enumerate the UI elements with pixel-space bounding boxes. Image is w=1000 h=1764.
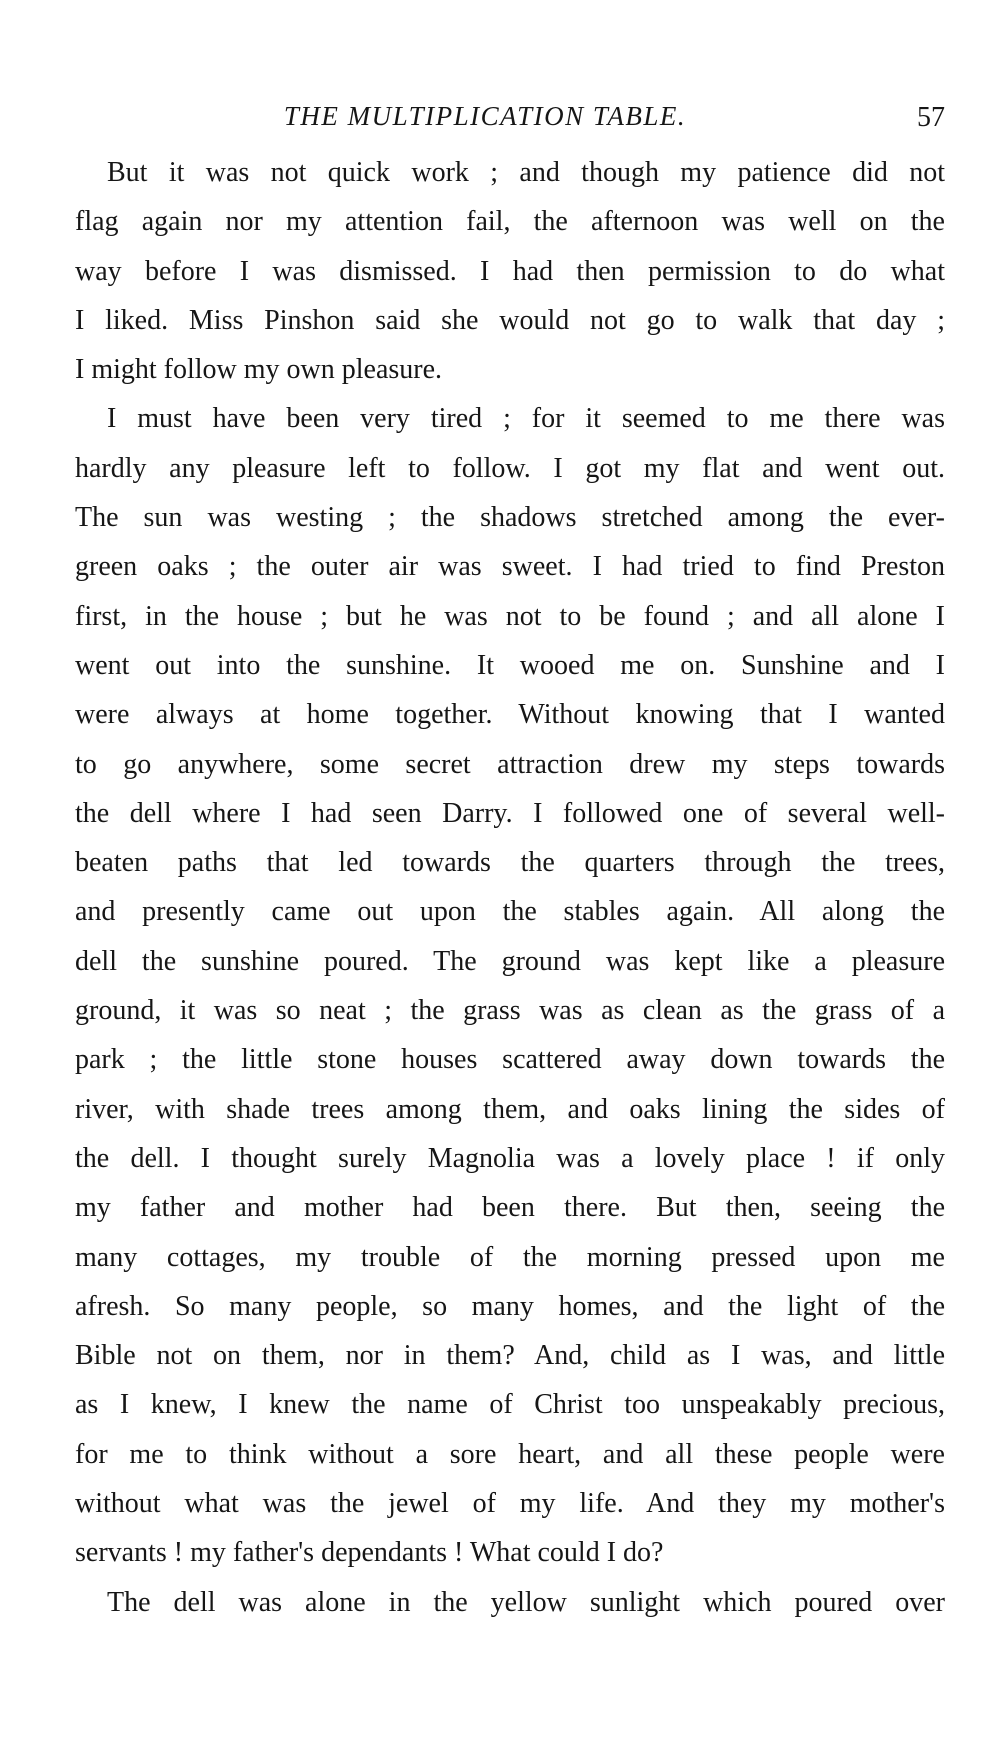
text-line: dell the sunshine poured. The ground was kept like a pleasure <box>75 945 945 977</box>
body-text <box>75 148 945 1708</box>
text-line: river, with shade trees among them, and oaks lining the sides of <box>75 1093 945 1125</box>
text-line: The dell was alone in the yellow sunlight which poured over <box>107 1586 945 1618</box>
text-line: many cottages, my trouble of the morning pressed upon me <box>75 1241 945 1273</box>
text-line: the dell where I had seen Darry. I followed one of several well- <box>75 797 945 829</box>
text-line: afresh. So many people, so many homes, and the light of the <box>75 1290 945 1322</box>
text-line: way before I was dismissed. I had then permission to do what <box>75 255 945 287</box>
text-line: hardly any pleasure left to follow. I got my flat and went out. <box>75 452 945 484</box>
text-line: I liked. Miss Pinshon said she would not go to walk that day ; <box>75 304 945 336</box>
running-head <box>75 96 945 146</box>
text-line: ground, it was so neat ; the grass was as clean as the grass of a <box>75 995 945 1027</box>
text-line: went out into the sunshine. It wooed me on. Sunshine and I <box>75 649 945 681</box>
text-line: I must have been very tired ; for it seemed to me there was <box>107 403 945 435</box>
text-line: without what was the jewel of my life. And they my mother's <box>75 1488 945 1520</box>
text-line: beaten paths that led towards the quarters through the trees, <box>75 847 945 879</box>
text-line: and presently came out upon the stables again. All along the <box>75 896 945 928</box>
text-line: flag again nor my attention fail, the afternoon was well on the <box>75 206 945 238</box>
text-line: first, in the house ; but he was not to be found ; and all alone I <box>75 600 945 632</box>
text-line: green oaks ; the outer air was sweet. I had tried to find Preston <box>75 551 945 583</box>
page-number: 57 <box>917 102 945 133</box>
text-line: the dell. I thought surely Magnolia was a lovely place ! if only <box>75 1142 945 1174</box>
text-line: I might follow my own pleasure. <box>75 354 443 386</box>
text-line: as I knew, I knew the name of Christ too unspeakably precious, <box>75 1389 945 1421</box>
text-line: park ; the little stone houses scattered away down towards the <box>75 1044 945 1076</box>
running-title: THE MULTIPLICATION TABLE. <box>283 101 687 131</box>
text-line: But it was not quick work ; and though my patience did not <box>107 157 945 188</box>
text-line: my father and mother had been there. But then, seeing the <box>75 1192 945 1224</box>
text-line: were always at home together. Without knowing that I wanted <box>75 699 945 731</box>
text-line: servants ! my father's dependants ! What could I do? <box>75 1537 664 1569</box>
text-line: for me to think without a sore heart, and all these people were <box>75 1438 945 1470</box>
text-line: to go anywhere, some secret attraction drew my steps towards <box>75 748 945 780</box>
text-line: The sun was westing ; the shadows stretched among the ever- <box>75 502 945 534</box>
text-line: Bible not on them, nor in them? And, child as I was, and little <box>75 1340 945 1372</box>
